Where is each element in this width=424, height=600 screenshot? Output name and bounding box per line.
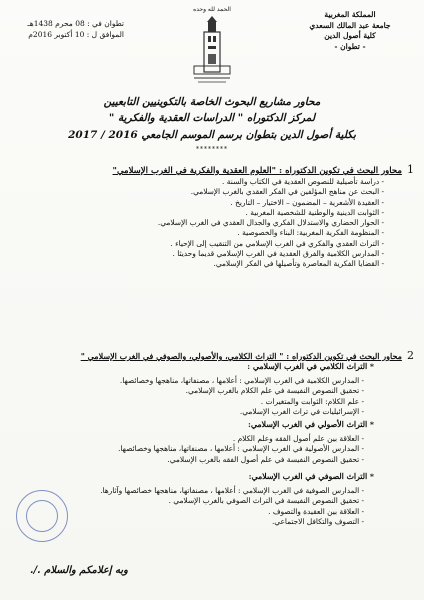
basmala-text: الحمد لله وحده	[193, 6, 231, 13]
list-item: - التصوف والتكافل الاجتماعي.	[271, 516, 364, 526]
list-item: - العلاقة بين العقيدة والتصوف .	[268, 506, 364, 516]
section-1-heading	[10, 158, 414, 177]
date-line: الموافق ل : 10 أكتوبر 2016م	[28, 30, 124, 39]
institution-line: جامعة عبد المالك السعدي	[309, 20, 391, 30]
institution-line: - تطوان -	[334, 41, 366, 51]
section-title: محاور البحث في تكوين الدكتوراه : "العلوم العقدية والفكرية في الغرب الإسلامي"	[112, 166, 402, 176]
title-separator: ********	[196, 146, 228, 153]
list-item: - التراث العقدي والفكري في الغرب الإسلامي من التنقيب إلى الإحياء .	[170, 238, 384, 248]
section-1-list	[14, 177, 384, 270]
list-item: - تحقيق النصوص النفيسة في علم أصول الفقه بالغرب الإسلامي.	[167, 454, 364, 464]
institution-header	[290, 10, 410, 52]
list-item: - دراسة تأصيلية للنصوص العقدية في الكتاب والسنة .	[222, 177, 384, 186]
section-number: 2	[407, 349, 414, 362]
list-item: - المدارس الكلامية والفرق العقدية في الغرب الإسلامي قديما وحديثا .	[172, 249, 384, 259]
institution-line: كلية أصول الدين	[324, 31, 376, 40]
list-item: - المدارس الكلامية في الغرب الإسلامي : أعلامها ، مصنفاتها، مناهجها وخصائصها.	[119, 376, 364, 385]
date-header	[14, 18, 124, 40]
subsection-usul-list	[24, 434, 364, 465]
university-logo-icon	[190, 16, 234, 88]
list-item: - العلاقة بين علم أصول الفقه وعلم الكلام .	[232, 434, 364, 443]
list-item: - الثوابت الدينية والوطنية للشخصية المغربية .	[245, 207, 384, 217]
title-line-1: محاور مشاريع البحوث الخاصة بالتكوينيين التابعيين	[103, 96, 321, 108]
subsection-title: * التراث الصوفي في الغرب الإسلامي:	[248, 472, 374, 481]
list-item: - المدارس الأصولية في الغرب الإسلامي : أعلامها ، مصنفاتها، مناهجها وخصائصها.	[118, 444, 364, 454]
section-title: محاور البحث في تكوين الدكتوراه : " التراث الكلامي، والأصولي، والصوفي في الغرب الإسلامي "	[80, 351, 402, 361]
list-item: - علم الكلام: الثوابت والمتغيرات .	[260, 396, 364, 406]
section-number: 1	[407, 163, 414, 176]
institution-line: المملكة المغربية	[324, 10, 376, 19]
list-item: - العقيدة الأشعرية – المضمون – الاختيار – التاريخ .	[230, 197, 384, 207]
list-item: - البحث عن مناهج المؤلفين في الفكر العقدي بالغرب الإسلامي.	[190, 187, 384, 197]
subsection-kalam-list	[24, 376, 364, 417]
official-stamp-icon	[16, 490, 68, 542]
section-2-heading	[10, 344, 414, 363]
list-item: - الإسرائيليات في تراث الغرب الإسلامي.	[239, 406, 364, 416]
list-item: - تحقيق النصوص النفيسة في التراث الصوفي بالغرب الإسلامي .	[168, 496, 364, 506]
subsection-sufi-list	[24, 486, 364, 527]
list-item: - القضايا الفكرية المعاصرة وتأصيلها في الفكر الإسلامي.	[213, 259, 384, 269]
list-item: - المنظومة الفكرية المغربية: البناء والخصوصية .	[237, 228, 384, 238]
list-item: - تحقيق النصوص النفيسة في علم الكلام بالغرب الإسلامي.	[185, 386, 364, 396]
title-line-2: لمركز الدكتوراه " الدراسات العقدية والفكرية "	[108, 112, 316, 124]
date-line: تطوان في : 08 محرم 1438هـ	[27, 19, 124, 28]
subsection-title: * التراث الكلامي في الغرب الإسلامي :	[247, 362, 374, 371]
title-line-3: بكلية أصول الدين بتطوان برسم الموسم الجامعي 2016 / 2017	[68, 129, 356, 141]
subsection-title: * التراث الأصولي في الغرب الإسلامي:	[247, 420, 374, 429]
closing-text: وبه إعلامكم والسلام ./.	[30, 565, 129, 576]
list-item: - الحوار الحضاري والاستدلال الفكري والجدال العقدي في الغرب الإسلامي.	[157, 218, 384, 228]
list-item: - المدارس الصوفية في الغرب الإسلامي : أعلامها ، مصنفاتها، مناهجها خصائصها وآثارها.	[100, 486, 364, 495]
